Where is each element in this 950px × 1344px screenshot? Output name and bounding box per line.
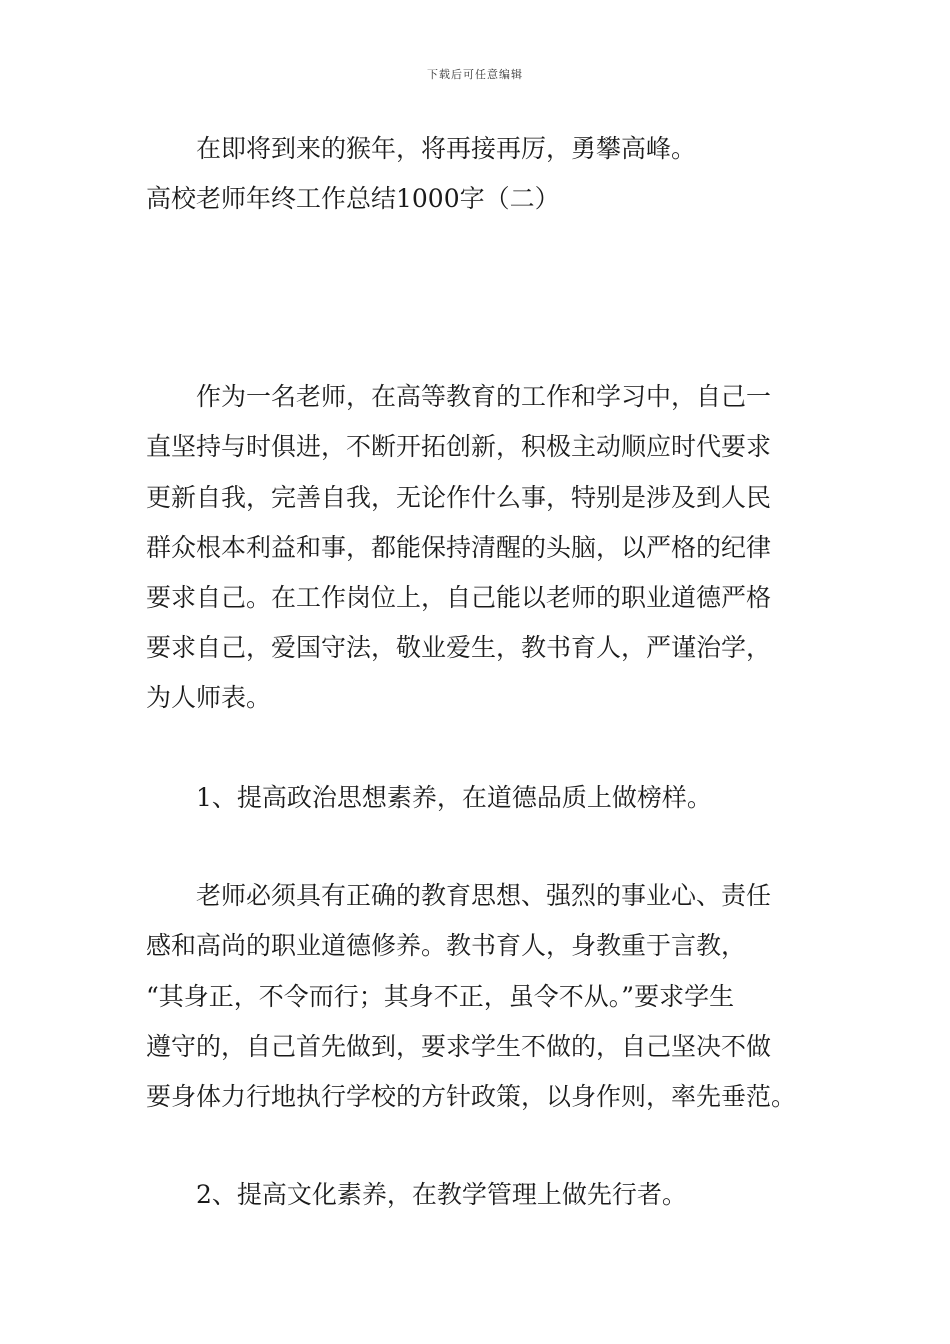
- paragraph-line: 群众根本利益和事，都能保持清醒的头脑，以严格的纪律: [146, 533, 772, 562]
- closing-line: 在即将到来的猴年，将再接再厉，勇攀高峰。: [196, 134, 697, 163]
- section-title: 高校老师年终工作总结1000字（二）: [146, 184, 560, 213]
- paragraph-line: 老师必须具有正确的教育思想、强烈的事业心、责任: [196, 881, 772, 910]
- paragraph-line: 直坚持与时俱进，不断开拓创新，积极主动顺应时代要求: [146, 432, 772, 461]
- paragraph-line: 更新自我，完善自我，无论作什么事，特别是涉及到人民: [146, 483, 772, 512]
- point1-heading: 1、提高政治思想素养，在道德品质上做榜样。: [196, 783, 712, 812]
- paragraph-line: 遵守的，自己首先做到，要求学生不做的，自己坚决不做: [146, 1032, 772, 1061]
- header-note: 下载后可任意编辑: [427, 68, 523, 81]
- point2-heading: 2、提高文化素养，在教学管理上做先行者。: [196, 1180, 687, 1209]
- paragraph-line: 要求自己。在工作岗位上，自己能以老师的职业道德严格: [146, 583, 772, 612]
- paragraph-line: 为人师表。: [146, 683, 272, 712]
- paragraph-line: “其身正，不令而行；其身不正，虽令不从。”要求学生: [146, 982, 735, 1011]
- paragraph-line: 作为一名老师，在高等教育的工作和学习中，自己一: [196, 382, 772, 411]
- paragraph-line: 要求自己，爱国守法，敬业爱生，教书育人，严谨治学，: [146, 633, 772, 662]
- paragraph-line: 要身体力行地执行学校的方针政策，以身作则，率先垂范。: [146, 1082, 797, 1111]
- paragraph-line: 感和高尚的职业道德修养。教书育人，身教重于言教，: [146, 931, 747, 960]
